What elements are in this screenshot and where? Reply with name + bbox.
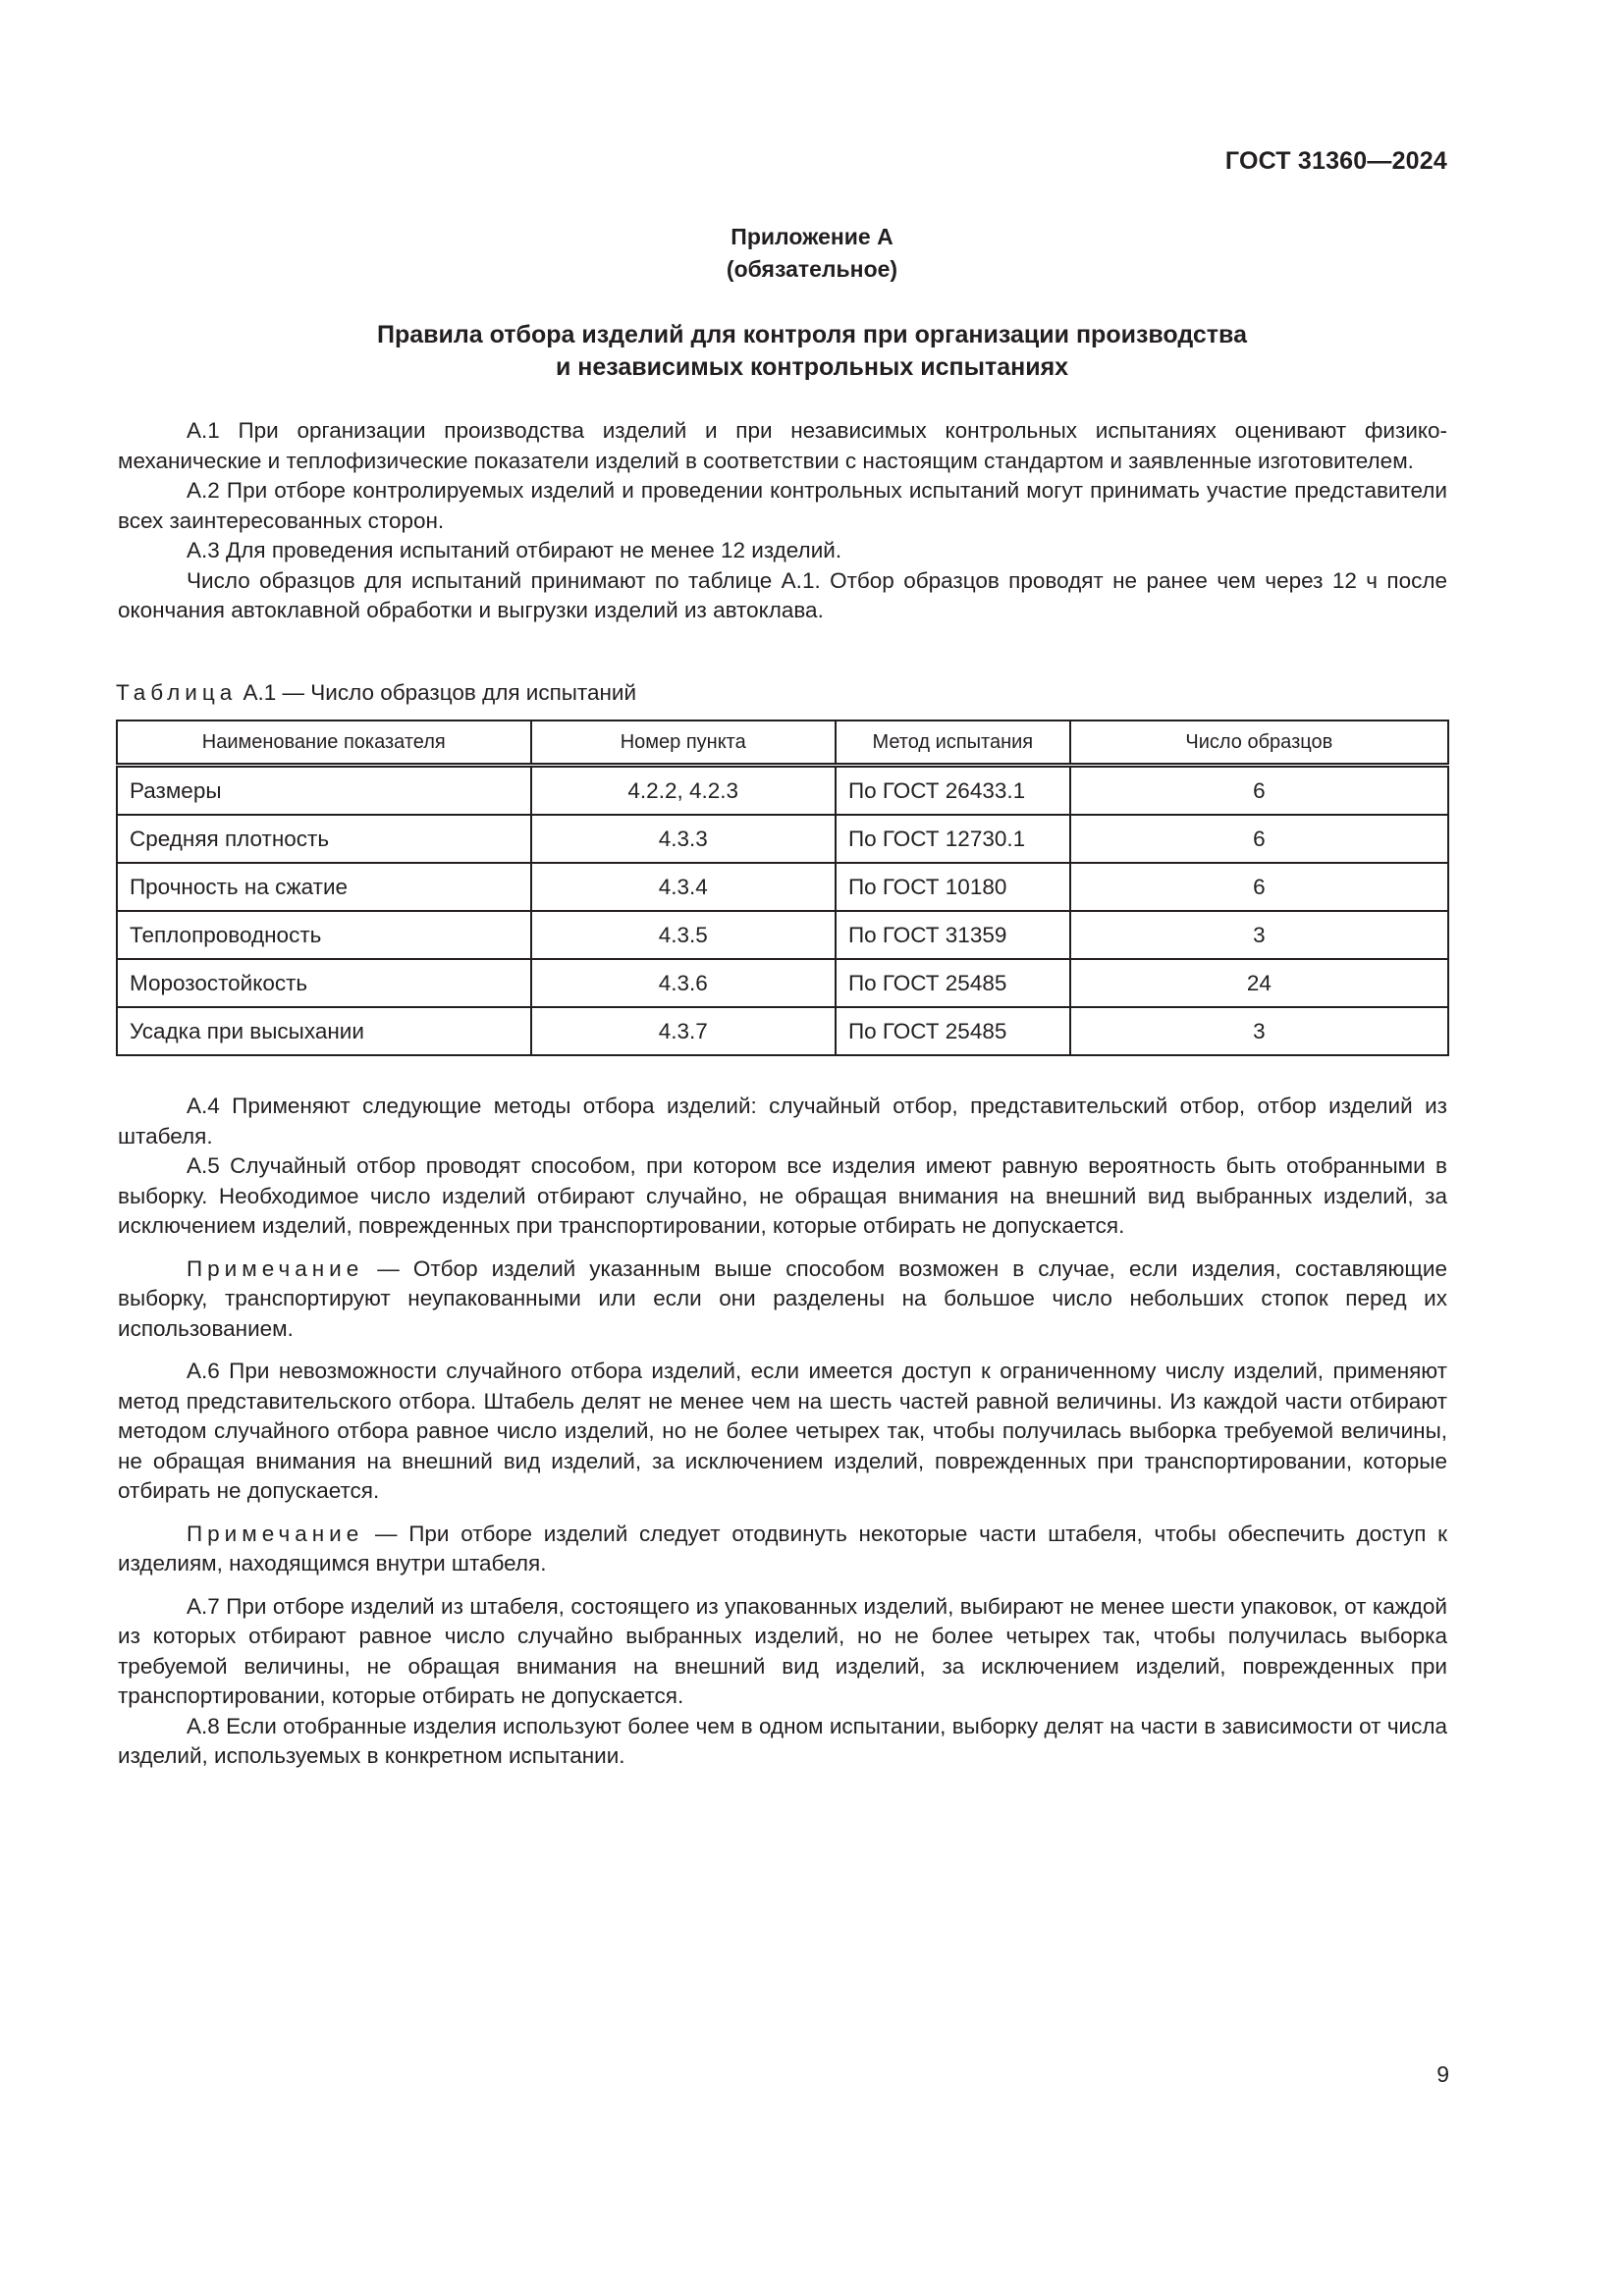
cell-item-number: 4.3.7 (531, 1007, 836, 1055)
document-code: ГОСТ 31360—2024 (1224, 147, 1447, 175)
note-2-text: — При отборе изделий следует отодвинуть некоторые части штабеля, чтобы обеспечить доступ к изделиям, находящимся внутри штабеля. (118, 1521, 1447, 1575)
table-row (117, 911, 1448, 959)
paragraph-a2: А.2 При отборе контролируемых изделий и проведении контрольных испытаний могут принимать участие представители всех заинтересованных сторон. (118, 478, 1447, 533)
table-caption-label: Таблица (116, 680, 238, 705)
cell-item-number: 4.2.2, 4.2.3 (531, 766, 836, 816)
page-number: 9 (1436, 2061, 1449, 2087)
cell-sample-count: 3 (1070, 911, 1448, 959)
cell-sample-count: 24 (1070, 959, 1448, 1007)
section-heading-line-2: и независимых контрольных испытаниях (555, 353, 1069, 381)
table-row (117, 1007, 1448, 1055)
cell-test-method: По ГОСТ 10180 (836, 863, 1070, 911)
cell-item-number: 4.3.4 (531, 863, 836, 911)
table-row (117, 863, 1448, 911)
table-row (117, 959, 1448, 1007)
paragraph-a4: А.4 Применяют следующие методы отбора изделий: случайный отбор, представительский отбор, отбор изделий из штабеля. (118, 1094, 1447, 1148)
cell-test-method: По ГОСТ 12730.1 (836, 815, 1070, 863)
cell-sample-count: 3 (1070, 1007, 1448, 1055)
cell-indicator-name: Теплопроводность (117, 911, 531, 959)
samples-table (116, 720, 1449, 1056)
note-1-text: — Отбор изделий указанным выше способом возможен в случае, если изделия, составляющие выборку, транспортируют неупакованными или если они разделены на большое число небольших стопок перед их использованием. (118, 1255, 1447, 1341)
cell-test-method: По ГОСТ 26433.1 (836, 766, 1070, 816)
paragraph-a3: А.3 Для проведения испытаний отбирают не менее 12 изделий. (187, 538, 842, 562)
note-1 (118, 1255, 1447, 1345)
cell-indicator-name: Морозостойкость (117, 959, 531, 1007)
cell-indicator-name: Усадка при высыхании (117, 1007, 531, 1055)
sampling-paragraphs (118, 1092, 1447, 1772)
note-2 (118, 1520, 1447, 1579)
table-caption (116, 680, 636, 706)
paragraph-a1: А.1 При организации производства изделий и при независимых контрольных испытаниях оценивают физико-механические и теплофизические показатели изделий в соответствии с настоящим стандартом и заявленные изготовителем. (118, 418, 1447, 473)
cell-sample-count: 6 (1070, 863, 1448, 911)
cell-test-method: По ГОСТ 25485 (836, 1007, 1070, 1055)
header-test-method: Метод испытания (836, 721, 1070, 766)
intro-paragraphs (118, 416, 1447, 626)
note-2-label: Примечание (187, 1521, 364, 1546)
cell-indicator-name: Размеры (117, 766, 531, 816)
paragraph-sample-count: Число образцов для испытаний принимают по таблице А.1. Отбор образцов проводят не ранее чем через 12 ч после окончания автоклавной обработки и выгрузки изделий из автоклава. (118, 567, 1447, 622)
appendix-status: (обязательное) (726, 256, 898, 282)
cell-item-number: 4.3.5 (531, 911, 836, 959)
section-heading (0, 319, 1624, 384)
appendix-title: Приложение А (731, 224, 893, 249)
cell-item-number: 4.3.3 (531, 815, 836, 863)
paragraph-a7: А.7 При отборе изделий из штабеля, состоящего из упакованных изделий, выбирают не менее шести упаковок, от каждой из которых отбирают равное число случайно выбранных изделий, но не более четырех так, чтобы получилась выборка требуемой величины, не обращая внимания на внешний вид изделий, за исключением изделий, поврежденных при транспортировании, которые отбирать не допускается. (118, 1593, 1447, 1708)
table-header-row (117, 721, 1448, 766)
header-indicator-name: Наименование показателя (117, 721, 531, 766)
table-row (117, 815, 1448, 863)
paragraph-a5: А.5 Случайный отбор проводят способом, при котором все изделия имеют равную вероятность быть отобранными в выборку. Необходимое число изделий отбирают случайно, не обращая внимания на внешний вид выбранных изделий, за исключением изделий, поврежденных при транспортировании, которые отбирать не допускается. (118, 1153, 1447, 1238)
header-sample-count: Число образцов (1070, 721, 1448, 766)
section-heading-line-1: Правила отбора изделий для контроля при организации производства (377, 321, 1247, 348)
cell-test-method: По ГОСТ 25485 (836, 959, 1070, 1007)
cell-item-number: 4.3.6 (531, 959, 836, 1007)
note-1-label: Примечание (187, 1255, 364, 1281)
cell-indicator-name: Прочность на сжатие (117, 863, 531, 911)
cell-sample-count: 6 (1070, 815, 1448, 863)
table-caption-text: А.1 — Число образцов для испытаний (237, 680, 637, 705)
cell-sample-count: 6 (1070, 766, 1448, 816)
paragraph-a6: А.6 При невозможности случайного отбора изделий, если имеется доступ к ограниченному числу изделий, применяют метод представительского отбора. Штабель делят не менее чем на шесть частей равной величины. Из каждой части отбирают методом случайного отбора равное число изделий, но не более четырех так, чтобы получилась выборка требуемой величины, не обращая внимания на внешний вид изделий, за исключением изделий, поврежденных при транспортировании, которые отбирать не допускается. (118, 1359, 1447, 1503)
cell-indicator-name: Средняя плотность (117, 815, 531, 863)
table-row (117, 766, 1448, 816)
header-item-number: Номер пункта (531, 721, 836, 766)
paragraph-a8: А.8 Если отобранные изделия используют более чем в одном испытании, выборку делят на части в зависимости от числа изделий, используемых в конкретном испытании. (118, 1713, 1447, 1768)
cell-test-method: По ГОСТ 31359 (836, 911, 1070, 959)
